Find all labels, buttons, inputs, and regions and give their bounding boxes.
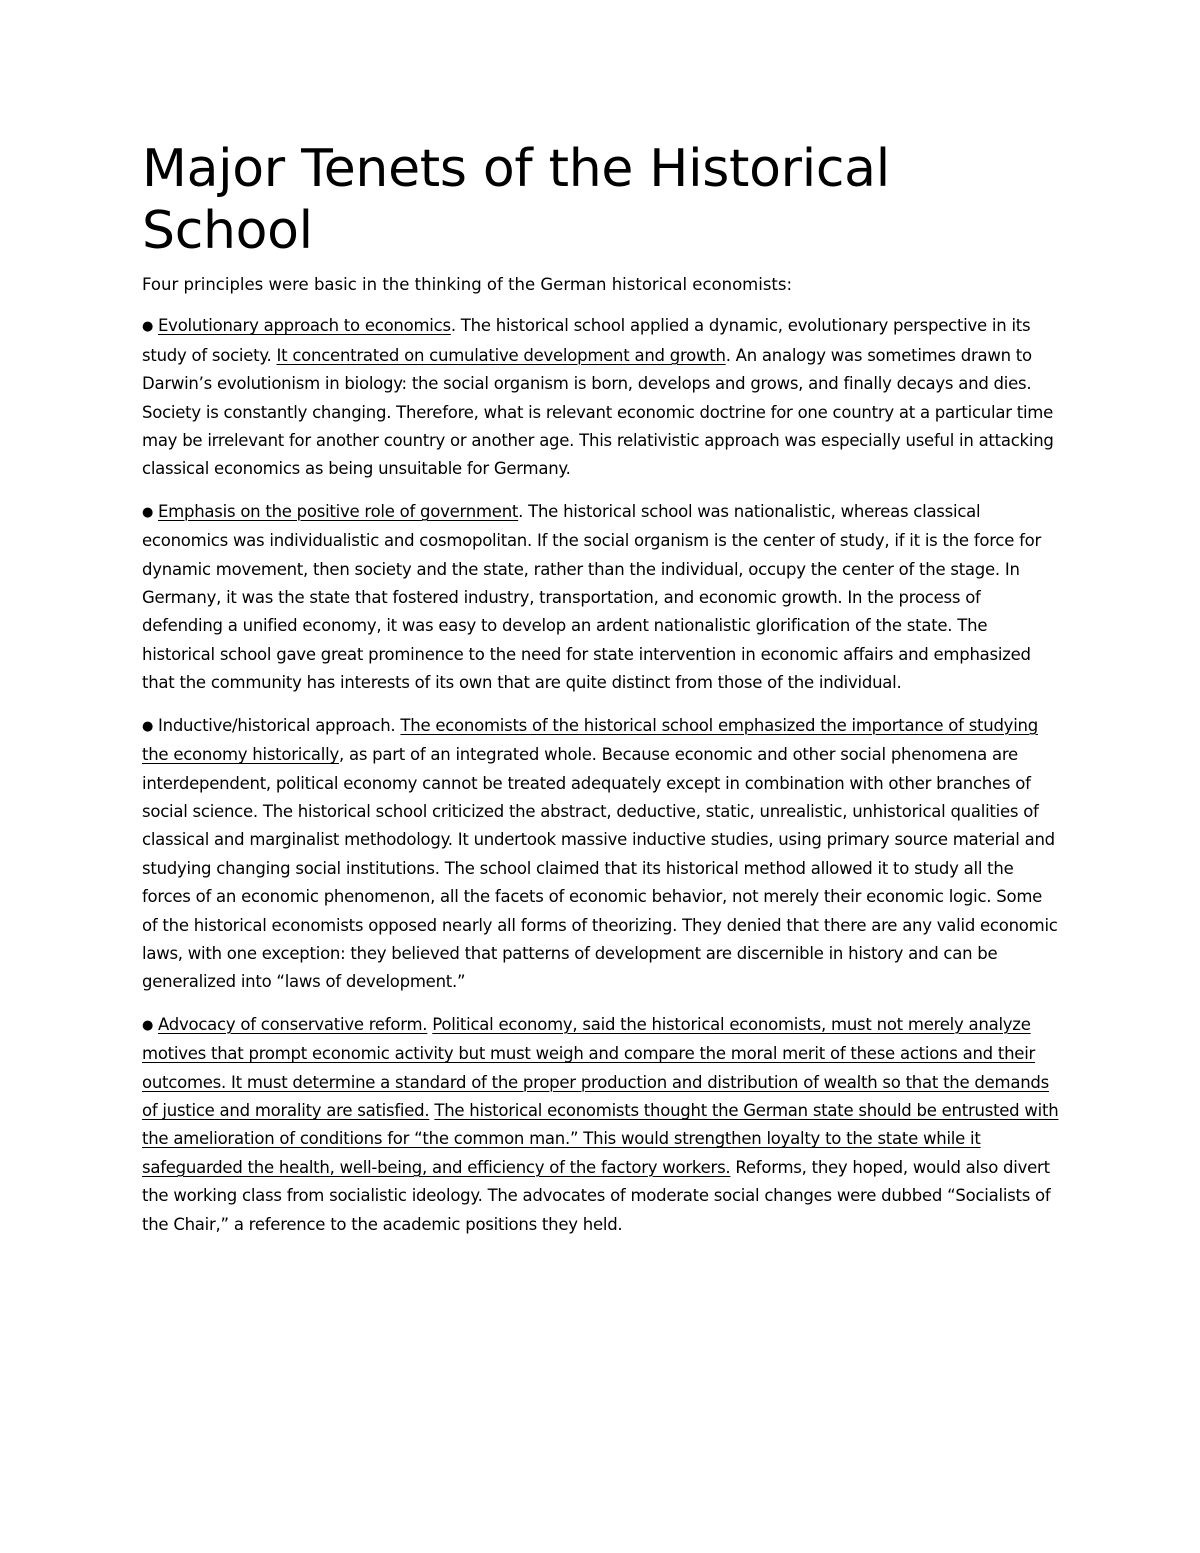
bullet-paragraph: [142, 312, 1060, 483]
underlined-text: It concentrated on cumulative development and growth: [276, 345, 726, 365]
underlined-text: Political economy, said the historical economists, must not merely analyze motives that prompt economic activity but must weigh and compare the moral merit of these actions and their outcomes. It must determine a standard of the proper production and distribution of wealth so that the demands of justice and morality are satisfied.: [142, 1014, 1049, 1120]
underlined-text: Emphasis on the positive role of government: [158, 501, 519, 521]
body-text: Inductive/historical approach.: [158, 715, 401, 735]
bullet-icon: ●: [142, 1017, 154, 1033]
body-text: Reforms, they hoped, would also divert the working class from socialistic ideology. The advocates of moderate social changes were dubbed “Socialists of the Chair,” a reference to the academic positions they held.: [142, 1157, 1051, 1234]
underlined-text: Advocacy of conservative reform.: [158, 1014, 428, 1034]
underlined-text: The historical economists thought the German state should be entrusted with the amelioration of conditions for “the common man.” This would strengthen loyalty to the state while it safeguarded the health, well-being, and efficiency of the factory workers.: [142, 1100, 1059, 1177]
bullet-icon: ●: [142, 718, 154, 734]
sections-container: [142, 312, 1060, 1239]
body-text: . An analogy was sometimes drawn to Darwin’s evolutionism in biology: the social organism is born, develops and grows, and finally decays and dies. Society is constantly changing. Therefore, what is relevant economic doctrine for one country at a particular time may be irrelevant for another country or another age. This relativistic approach was especially useful in attacking classical economics as being unsuitable for Germany.: [142, 345, 1054, 479]
intro-paragraph: Four principles were basic in the thinking of the German historical economists:: [142, 275, 793, 294]
underlined-text: The economists of the historical school emphasized the importance of studying the economy historically: [142, 715, 1038, 765]
underlined-text: Evolutionary approach to economics: [158, 316, 451, 336]
body-text: . The historical school was nationalistic, whereas classical economics was individualistic and cosmopolitan. If the social organism is the center of study, if it is the force for dynamic movement, then society and the state, rather than the individual, occupy the center of the stage. In Germany, it was the state that fostered industry, transportation, and economic growth. In the process of defending a unified economy, it was easy to develop an ardent nationalistic glorification of the state. The historical school gave great prominence to the need for state intervention in economic affairs and emphasized that the community has interests of its own that are quite distinct from those of the individual.: [142, 501, 1042, 693]
document-page: [142, 138, 1060, 1253]
document-title: Major Tenets of the Historical School: [142, 139, 890, 261]
bullet-icon: ●: [142, 319, 154, 335]
body-text: . The historical school applied a dynamic, evolutionary perspective in its study of society.: [142, 316, 1031, 365]
body-text: , as part of an integrated whole. Because economic and other social phenomena are interdependent, political economy cannot be treated adequately except in combination with other branches of social science. The historical school criticized the abstract, deductive, static, unrealistic, unhistorical qualities of classical and marginalist methodology. It undertook massive inductive studies, using primary source material and studying changing social institutions. The school claimed that its historical method allowed it to study all the forces of an economic phenomenon, all the facets of economic behavior, not merely their economic logic. Some of the historical economists opposed nearly all forms of theorizing. They denied that there are any valid economic laws, with one exception: they believed that patterns of development are discernible in history and can be generalized into “laws of development.”: [142, 745, 1058, 992]
bullet-paragraph: [142, 712, 1060, 997]
bullet-paragraph: [142, 1011, 1060, 1239]
bullet-paragraph: [142, 498, 1060, 698]
bullet-icon: ●: [142, 504, 154, 520]
